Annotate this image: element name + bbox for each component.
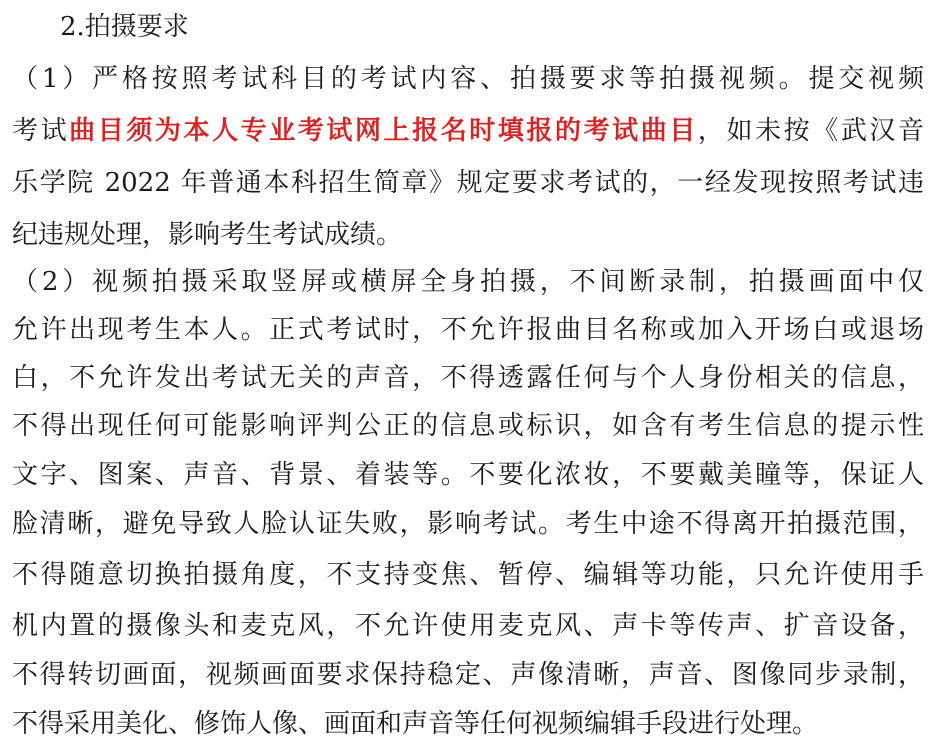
p1-line-3: 乐学院 2022 年普通本科招生简章》规定要求考试的，一经发现按照考试违 (12, 168, 924, 198)
highlighted-requirement: 曲目须为本人专业考试网上报名时填报的考试曲目 (69, 116, 698, 146)
p1-line-1: （1）严格按照考试科目的考试内容、拍摄要求等拍摄视频。提交视频 (12, 64, 924, 94)
section-heading: 2.拍摄要求 (60, 12, 189, 42)
p2-line-3: 白，不允许发出考试无关的声音，不得透露任何与个人身份相关的信息， (12, 363, 924, 393)
p2-line-1: （2）视频拍摄采取竖屏或横屏全身拍摄，不间断录制，拍摄画面中仅 (12, 267, 924, 297)
p2-line-10: 不得采用美化、修饰人像、画面和声音等任何视频编辑手段进行处理。 (12, 709, 819, 739)
p2-line-8: 机内置的摄像头和麦克风，不允许使用麦克风、声卡等传声、扩音设备， (12, 611, 924, 641)
p2-line-7: 不得随意切换拍摄角度，不支持变焦、暂停、编辑等功能，只允许使用手 (12, 560, 924, 590)
p2-line-4: 不得出现任何可能影响评判公正的信息或标识，如含有考生信息的提示性 (12, 411, 924, 441)
p2-line-5: 文字、图案、声音、背景、着装等。不要化浓妆，不要戴美瞳等，保证人 (12, 460, 924, 490)
p2-line-6: 脸清晰，避免导致人脸认证失败，影响考试。考生中途不得离开拍摄范围， (12, 509, 924, 539)
p1-line-2-post: ，如未按《武汉音 (697, 116, 924, 146)
p2-line-2: 允许出现考生本人。正式考试时，不允许报曲目名称或加入开场白或退场 (12, 315, 924, 345)
p1-line-2 (0, 114, 924, 148)
p1-line-2-pre: 考试 (12, 116, 70, 146)
p2-line-9: 不得转切画面，视频画面要求保持稳定、声像清晰，声音、图像同步录制， (12, 660, 924, 690)
p1-line-4: 纪违规处理，影响考生考试成绩。 (12, 220, 403, 250)
